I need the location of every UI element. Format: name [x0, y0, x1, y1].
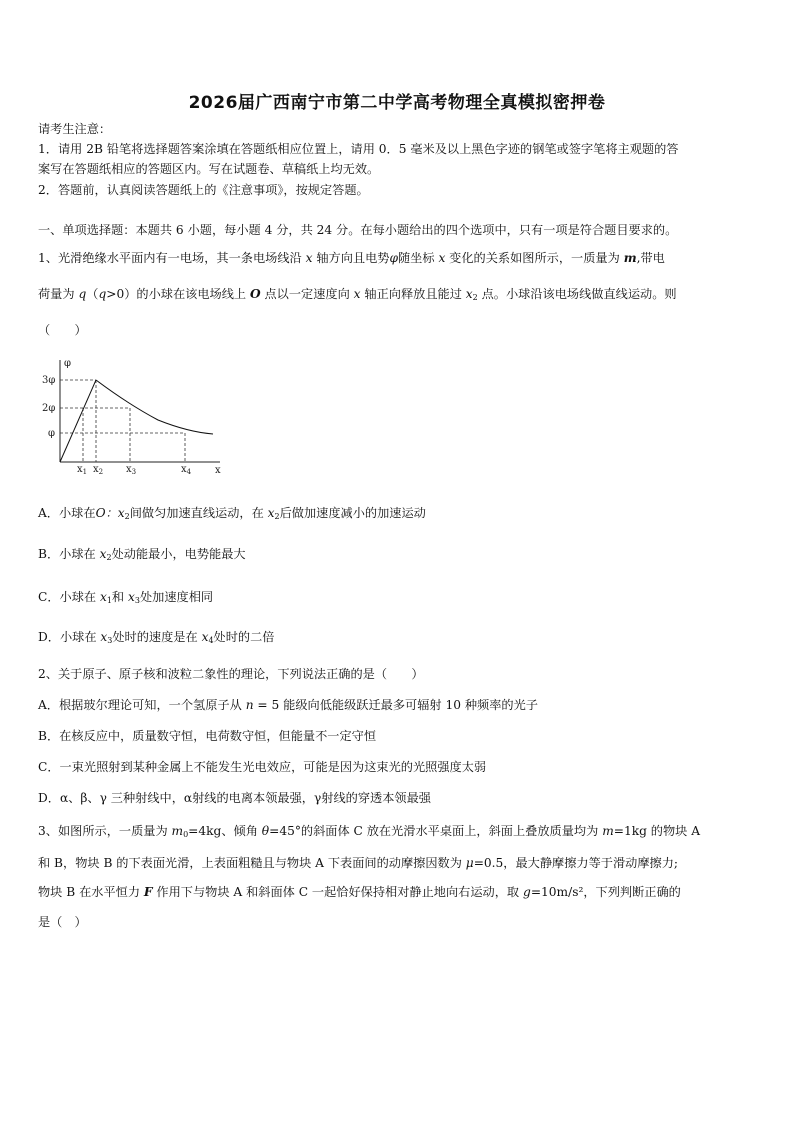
- q1-text: 点。小球沿该电场线做直线运动。则: [477, 287, 677, 301]
- option-var: x: [99, 547, 107, 561]
- q1-var-q: q: [78, 287, 87, 301]
- option-var: x: [99, 590, 107, 604]
- option-text: 处动能最小，电势能最大: [111, 547, 246, 561]
- q3-text: =4kg、倾角: [188, 824, 262, 838]
- q1-option-d[interactable]: [38, 629, 274, 649]
- option-var: O：: [95, 506, 118, 520]
- x-tick-x4: [181, 464, 192, 476]
- question-3-line-2: [38, 855, 678, 871]
- y-tick-3phi: 3φ: [42, 375, 56, 386]
- question-3-line-1: [38, 823, 700, 843]
- q3-text: =0.5，最大静摩擦力等于滑动摩擦力;: [473, 856, 679, 870]
- y-tick-2phi: 2φ: [42, 403, 56, 414]
- q3-var: μ: [465, 856, 474, 870]
- page-title: 2026届广西南宁市第二中学高考物理全真模拟密押卷: [188, 93, 606, 113]
- x-tick-sub: 1: [82, 468, 88, 476]
- question-1-line-2: [38, 286, 677, 306]
- option-var: x: [201, 630, 209, 644]
- option-text: A．小球在: [38, 506, 96, 520]
- subscript: 2: [124, 512, 130, 521]
- option-var: x: [117, 506, 125, 520]
- q1-var-x2: x: [465, 287, 473, 301]
- q2-option-a[interactable]: [38, 697, 538, 713]
- q1-text: 轴方向且电势: [312, 251, 390, 265]
- subscript: 3: [107, 636, 113, 645]
- q3-var: θ: [261, 824, 270, 838]
- option-text: A．根据玻尔理论可知，一个氢原子从: [38, 698, 246, 712]
- q1-text: 荷量为: [38, 287, 79, 301]
- q1-text: ,带电: [636, 251, 665, 265]
- q3-var: m: [602, 824, 614, 838]
- option-text: 后做加速度减小的加速运动: [279, 506, 426, 520]
- q1-var-q: q: [98, 287, 107, 301]
- phi-x-graph: [38, 352, 228, 477]
- q3-var: F: [143, 885, 153, 899]
- x-tick-main: x: [93, 464, 99, 475]
- option-text: = 5 能级向低能级跃迁最多可辐射 10 种频率的光子: [253, 698, 538, 712]
- phi-curve-decreasing: [96, 380, 213, 434]
- option-text: D．小球在: [38, 630, 101, 644]
- subscript: 2: [106, 553, 112, 562]
- notice-item-1-line-2: 案写在答题纸相应的答题区内。写在试题卷、草稿纸上均无效。: [38, 162, 380, 176]
- phi-line-rising: [60, 380, 96, 462]
- x-tick-x2: [93, 464, 103, 476]
- option-text: 处加速度相同: [139, 590, 214, 604]
- q1-text: 变化的关系如图所示，一质量为: [445, 251, 624, 265]
- option-text: C．小球在: [38, 590, 100, 604]
- notice-item-1-line-1: 1．请用 2B 铅笔将选择题答案涂填在答题纸相应位置上，请用 0．5 毫米及以上黑色字迹的钢笔或签字笔将主观题的答: [38, 142, 679, 156]
- q3-var: g: [523, 885, 531, 899]
- q1-text: 点以一定速度向: [260, 287, 354, 301]
- q1-var-O: O: [249, 287, 261, 301]
- question-2-stem: 2、关于原子、原子核和波粒二象性的理论，下列说法正确的是（ ）: [38, 667, 424, 681]
- q2-option-b[interactable]: B．在核反应中，质量数守恒，电荷数守恒，但能量不一定守恒: [38, 729, 377, 743]
- q1-var-x: x: [353, 287, 361, 301]
- notice-item-2: 2．答题前，认真阅读答题纸上的《注意事项》，按规定答题。: [38, 183, 369, 197]
- x-tick-x3: [126, 464, 136, 476]
- q1-text: （: [86, 287, 99, 301]
- q1-text: 1、光滑绝缘水平面内有一电场，其一条电场线沿: [38, 251, 306, 265]
- x-axis-label: x: [215, 465, 221, 476]
- q1-text: 轴正向释放且能过: [360, 287, 466, 301]
- q2-option-d[interactable]: D．α、β、γ 三种射线中，α射线的电离本领最强，γ射线的穿透本领最强: [38, 791, 431, 805]
- option-text: 间做匀加速直线运动，在: [129, 506, 268, 520]
- section-1-heading: 一、单项选择题：本题共 6 小题，每小题 4 分，共 24 分。在每小题给出的四个选项中，只有一项是符合题目要求的。: [38, 223, 678, 237]
- q1-option-a[interactable]: [38, 505, 426, 525]
- option-text: 处时的二倍: [213, 630, 275, 644]
- option-text: 处时的速度是在: [112, 630, 202, 644]
- option-text: B．小球在: [38, 547, 100, 561]
- question-3-line-4: 是（ ）: [38, 915, 87, 929]
- option-text: 和: [111, 590, 128, 604]
- subscript: 1: [106, 596, 112, 605]
- q3-text: =10m/s²，下列判断正确的: [530, 885, 681, 899]
- subscript: 4: [208, 636, 214, 645]
- subscript: 2: [274, 512, 280, 521]
- option-var: x: [127, 590, 135, 604]
- x-tick-main: x: [77, 464, 83, 475]
- phi-x-graph-svg: [38, 352, 228, 477]
- q3-text: 3、如图所示，一质量为: [38, 824, 172, 838]
- notice-heading: 请考生注意：: [38, 122, 112, 136]
- q1-option-b[interactable]: [38, 546, 246, 566]
- q3-text: 和 B，物块 B 的下表面光滑，上表面粗糙且与物块 A 下表面间的动摩擦因数为: [38, 856, 466, 870]
- x-tick-main: x: [126, 464, 132, 475]
- q1-text: 随坐标: [398, 251, 439, 265]
- q3-text: =45°的斜面体 C 放在光滑水平桌面上，斜面上叠放质量均为: [269, 824, 603, 838]
- q3-text: =1kg 的物块 A: [613, 824, 701, 838]
- subscript: 3: [134, 596, 140, 605]
- question-3-line-3: [38, 884, 681, 900]
- q1-var-phi: φ: [389, 251, 398, 265]
- q3-text: 物块 B 在水平恒力: [38, 885, 144, 899]
- option-var: n: [245, 698, 254, 712]
- x-tick-x1: [77, 464, 87, 476]
- y-axis-label: φ: [64, 358, 72, 369]
- q3-text: 作用下与物块 A 和斜面体 C 一起恰好保持相对静止地向右运动，取: [152, 885, 523, 899]
- q1-var-m: m: [623, 251, 637, 265]
- subscript: 2: [472, 293, 478, 302]
- x-tick-sub: 2: [98, 468, 104, 476]
- q1-text: >0）的小球在该电场线上: [106, 287, 250, 301]
- y-tick-phi: φ: [48, 428, 56, 439]
- q1-var-x: x: [438, 251, 446, 265]
- q2-option-c[interactable]: C．一束光照射到某种金属上不能发生光电效应，可能是因为这束光的光照强度太弱: [38, 760, 487, 774]
- subscript: 0: [183, 830, 189, 839]
- question-1-answer-paren: （ ）: [38, 323, 87, 337]
- q1-option-c[interactable]: [38, 589, 213, 609]
- q3-var: m: [171, 824, 184, 838]
- question-1-line-1: [38, 250, 665, 266]
- x-tick-sub: 3: [131, 468, 137, 476]
- x-tick-main: x: [181, 464, 187, 475]
- x-tick-sub: 4: [186, 468, 192, 476]
- option-var: x: [100, 630, 108, 644]
- option-var: x: [267, 506, 275, 520]
- q1-var-x: x: [305, 251, 313, 265]
